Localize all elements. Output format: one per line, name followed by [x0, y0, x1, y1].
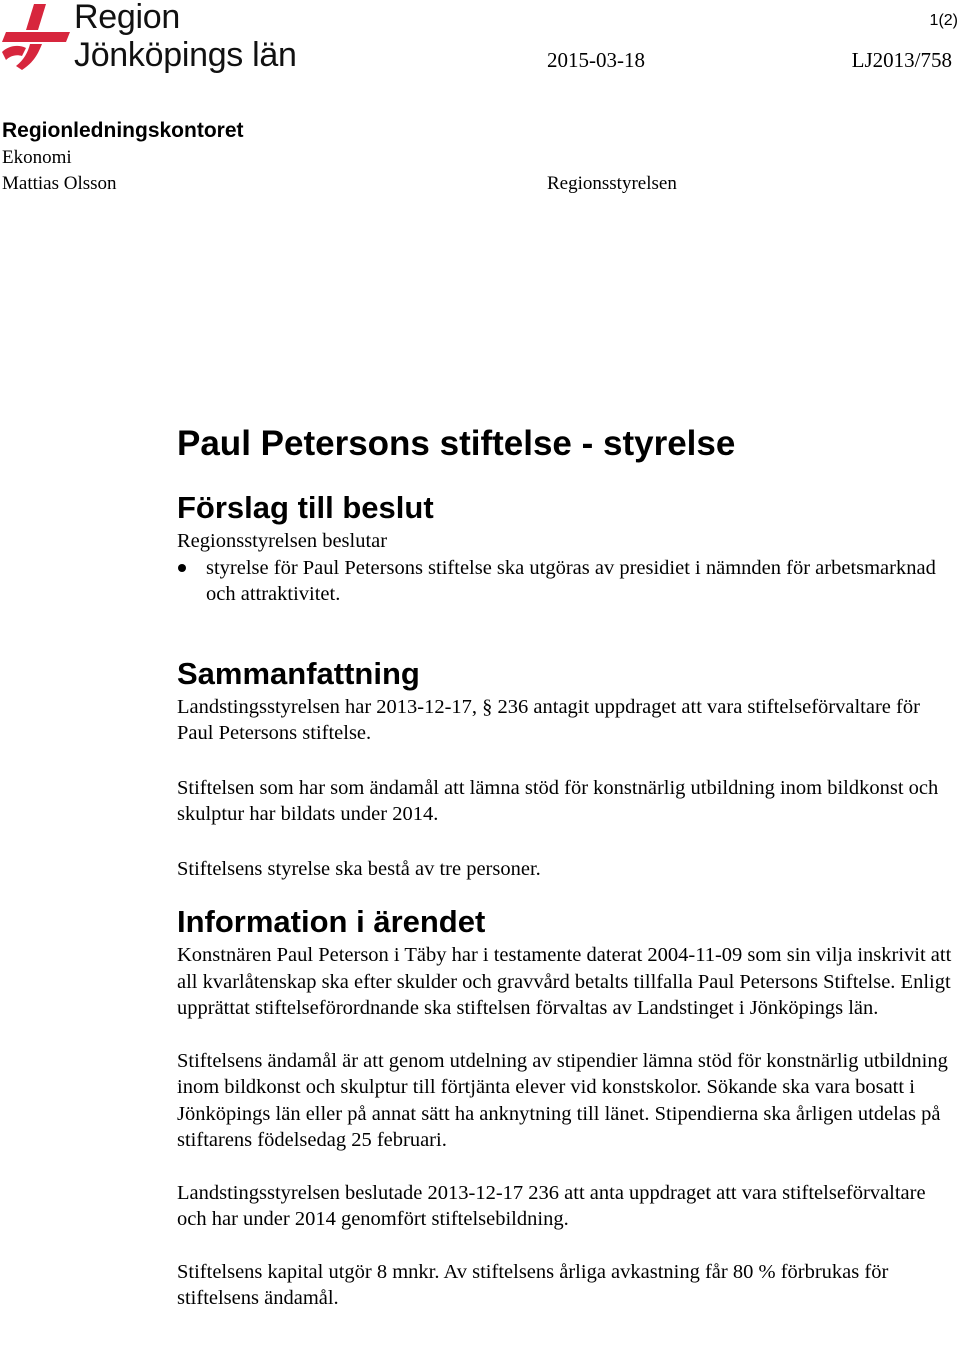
information-paragraph: Landstingsstyrelsen beslutade 2013-12-17 236 att anta uppdraget att vara stiftelseförvaltare och har under 2014 genomfört stiftelsebildning. [177, 1181, 926, 1230]
section-heading-summary: Sammanfattning [177, 655, 420, 691]
document-body [177, 420, 957, 1312]
sender-block [2, 117, 244, 197]
summary-paragraph: Stiftelsens styrelse ska bestå av tre personer. [177, 857, 541, 880]
recipient: Regionsstyrelsen [547, 173, 677, 194]
sender-organization: Regionledningskontoret [2, 119, 244, 142]
region-logo [0, 0, 300, 80]
information-paragraph: Stiftelsens ändamål är att genom utdelning av stipendier lämna stöd för konstnärlig utbildning inom bildkonst och skulptur till förtjänta elever vid konstskolor. Sökande ska vara bosatt i Jönköpings län eller på annat sätt ha anknytning till länet. Stipendierna ska årligen utdelas på stiftarens födelsedag 25 februari. [177, 1049, 948, 1151]
section-proposal [177, 488, 957, 608]
section-heading-information: Information i ärendet [177, 904, 486, 939]
summary-paragraph: Landstingsstyrelsen har 2013-12-17, § 236 antagit uppdraget att vara stiftelseförvaltare för Paul Petersons stiftelse. [177, 695, 920, 744]
document-reference: LJ2013/758 [851, 48, 952, 72]
list-item [177, 555, 957, 608]
section-heading-proposal: Förslag till beslut [177, 490, 434, 525]
proposal-bullet-list [177, 555, 957, 608]
bullet-icon [178, 564, 186, 572]
sender-person: Mattias Olsson [2, 173, 117, 194]
page-number: 1(2) [929, 12, 958, 29]
document-title: Paul Petersons stiftelse - styrelse [177, 424, 736, 463]
bullet-text: styrelse för Paul Petersons stiftelse ska utgöras av presidiet i nämnden för arbetsmarknad och attraktivitet. [206, 556, 936, 605]
document-date: 2015-03-18 [547, 48, 645, 72]
information-paragraph: Konstnären Paul Peterson i Täby har i testamente daterat 2004-11-09 som sin vilja inskrivit att all kvarlåtenskap ska efter skulder och gravvård betalts tillfalla Paul Petersons Stiftelse. Enligt upprättat stiftelseförordnande ska stiftelsen förvaltas av Landstinget i Jönköpings län. [177, 944, 952, 1019]
proposal-intro: Regionsstyrelsen beslutar [177, 530, 388, 552]
section-information [177, 902, 957, 1312]
information-paragraph: Stiftelsens kapital utgör 8 mnkr. Av stiftelsens årliga avkastning får 80 % förbrukas för stiftelsens ändamål. [177, 1260, 889, 1309]
logo-wordmark [74, 0, 297, 74]
sender-department: Ekonomi [2, 147, 72, 168]
section-summary [177, 654, 957, 883]
logo-line-county: Jönköpings län [74, 36, 297, 74]
region-cross-logo-icon [0, 2, 72, 72]
summary-paragraph: Stiftelsen som har som ändamål att lämna stöd för konstnärlig utbildning inom bildkonst och skulptur har bildats under 2014. [177, 776, 939, 825]
logo-line-region: Region [74, 0, 180, 36]
